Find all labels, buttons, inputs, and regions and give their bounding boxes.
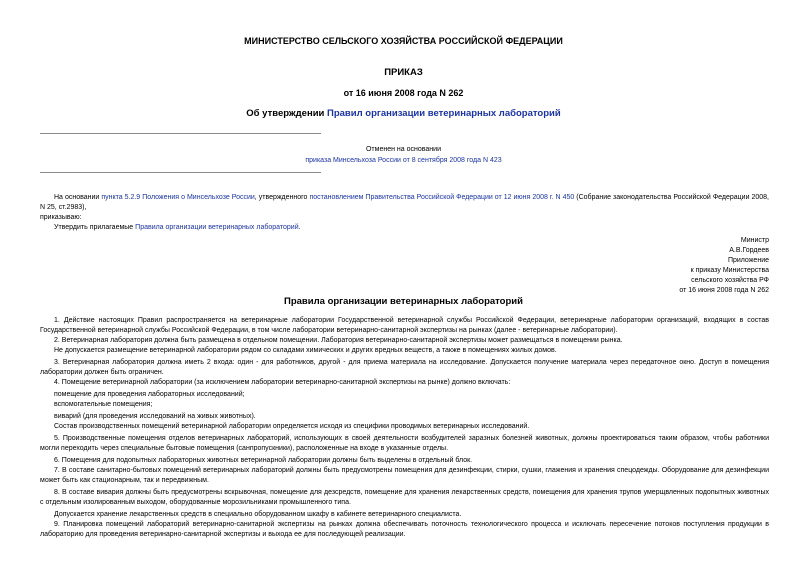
order-subject [0, 108, 807, 119]
rule-paragraph-9: 9. Планировка помещений лабораторий ветеринарно-санитарной экспертизы на рынках должна обеспечивать поточность технологического процесса и исключать пересечение потоков поступления продукции в лабораторию для проведения ветеринарно-санитарной экспертизы и выхода ее для последующей реализации. [40, 521, 769, 538]
regulation-link[interactable]: пункта 5.2.9 Положения о Минсельхозе России [101, 194, 255, 201]
rule-paragraph-6: 6. Помещения для подопытных лабораторных животных ветеринарной лаборатории должны быть выделены в отдельный блок. [54, 457, 473, 464]
divider-bottom [40, 172, 321, 173]
signature-position: Министр [740, 237, 769, 244]
preamble-text-3: (Собрание законодательства Российской Федерации 2008, N 25, ст.2983), [40, 194, 769, 211]
appendix-line-4: от 16 июня 2008 года N 262 [679, 287, 769, 294]
rule-paragraph-4: 4. Помещение ветеринарной лаборатории (за исключением лаборатории ветеринарно-санитарной экспертизы на рынке) должно включать: [54, 379, 511, 386]
preamble-paragraph [40, 193, 769, 213]
ministry-heading: МИНИСТЕРСТВО СЕЛЬСКОГО ХОЗЯЙСТВА РОССИЙСКОЙ ФЕДЕРАЦИИ [244, 36, 563, 46]
rule-paragraph-3: 3. Ветеринарная лаборатория должна иметь 2 входа: один - для работников, другой - для приема материала на исследование. Допускается получение материала через передаточное окно. Доступ в помещения лаборатории должен быть ограничен. [40, 359, 769, 376]
government-decree-link[interactable]: постановлением Правительства Российской Федерации от 12 июня 2008 г. N 450 [309, 194, 575, 201]
rule-paragraph-4c: виварий (для проведения исследований на живых животных). [54, 413, 256, 420]
signature-name: А.В.Гордеев [729, 247, 769, 254]
rules-link-title[interactable]: Правил организации ветеринарных лабораторий [327, 108, 561, 119]
preamble-text-1: На основании [54, 194, 102, 201]
rule-paragraph-1: 1. Действие настоящих Правил распространяется на ветеринарные лаборатории Государственной ветеринарной службы Российской Федерации, ветеринарные лаборатории организаций, входящих в состав Государственной ветеринарной службы Российской Федерации, в том числе лаборатории ветеринарно-санитарной экспертизы на рынках (далее - ветеринарные лаборатории). [40, 317, 769, 334]
cancellation-note: Отменен на основании [365, 146, 441, 153]
rule-paragraph-8b: Допускается хранение лекарственных средств в специально оборудованном шкафу в кабинете ветеринарного специалиста. [54, 511, 462, 518]
rule-paragraph-8: 8. В составе вивария должны быть предусмотрены вскрывочная, помещение для дезсредств, помещение для хранения лекарственных средств, помещения для хранения трупов умерщвленных подопытных животных с отдельным изолированным выходом, оборудованные морозильниками промышленного типа. [40, 489, 769, 506]
rules-title: Правила организации ветеринарных лабораторий [284, 296, 523, 307]
appendix-line-1: Приложение [727, 257, 769, 264]
rule-paragraph-5: 5. Производственные помещения отделов ветеринарных лабораторий, использующих в своей деятельности возбудителей заразных болезней животных, должны проектироваться таким образом, чтобы работники могли переходить через специальные бытовые помещения (санпропускники), расположенные на входе в указанные отделы. [40, 435, 769, 452]
divider-top [40, 133, 321, 134]
order-title: ПРИКАЗ [384, 67, 423, 78]
rule-paragraph-4a: помещение для проведения лабораторных исследований; [54, 391, 245, 398]
rule-paragraph-7: 7. В составе санитарно-бытовых помещений ветеринарных лабораторий должны быть предусмотрены помещения для дезинфекции, стирки, сушки, глажения и хранения спецодежды. Оборудование для дезинфекции может быть как стационарным, так и передвижным. [40, 467, 769, 484]
rule-paragraph-2: 2. Ветеринарная лаборатория должна быть размещена в отдельном помещении. Лаборатория ветеринарно-санитарной экспертизы может размещаться в помещении рынка. [54, 337, 623, 344]
approve-paragraph [40, 223, 769, 233]
rule-paragraph-4b: вспомогательные помещения; [54, 401, 153, 408]
rule-paragraph-2b: Не допускается размещение ветеринарной лаборатории рядом со складами химических и других вредных веществ, а также в помещениях жилых домов. [54, 347, 557, 354]
approve-end: . [298, 224, 301, 231]
order-word: приказываю: [40, 214, 82, 221]
appendix-line-2: к приказу Министерства [690, 267, 769, 274]
cancellation-order-link[interactable]: приказа Минсельхоза России от 8 сентября 2008 года N 423 [305, 157, 502, 164]
preamble-text-2: , утвержденного [254, 194, 310, 201]
rules-link-approve[interactable]: Правила организации ветеринарных лабораторий [135, 224, 299, 231]
appendix-line-3: сельского хозяйства РФ [691, 277, 769, 284]
subject-prefix: Об утверждении [246, 108, 328, 119]
order-date: от 16 июня 2008 года N 262 [343, 88, 464, 98]
approve-text: Утвердить прилагаемые [54, 224, 136, 231]
cancellation-link-line [0, 157, 807, 164]
rule-paragraph-4d: Состав производственных помещений ветеринарной лаборатории определяется исходя из специфики проводимых ветеринарных исследований. [54, 423, 530, 430]
